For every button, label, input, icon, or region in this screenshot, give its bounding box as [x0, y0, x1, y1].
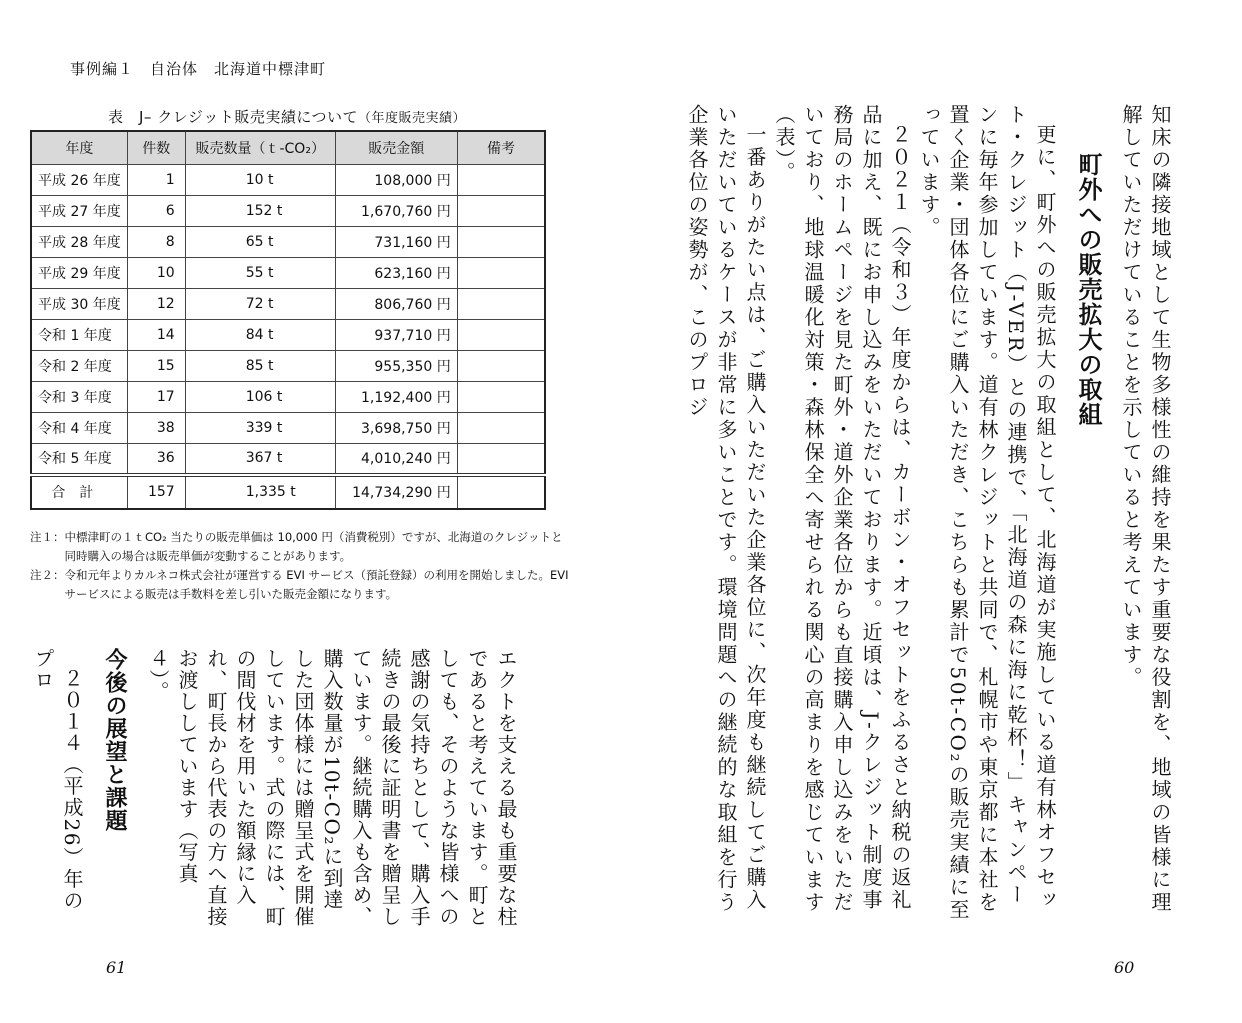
- header-count: 件数: [127, 131, 185, 165]
- body-paragraph: エクトを支える最も重要な柱であると考えています。町としても、そのような皆様への感謝の気持ちとして、購入手続きの最後に証明書を贈呈しています。継続購入も含め、購入数量が10t-CO₂に到達した団体様には贈呈式を開催しています。式の際には、町の間伐材を用いた額縁に入れ、町長から代表の方へ直接お渡ししています（写真４）。: [146, 648, 518, 928]
- cell-amount: 955,350 円: [335, 351, 457, 382]
- note-label: 注２：: [30, 568, 65, 582]
- cell-count: 1: [127, 165, 185, 196]
- cell-amount: 1,670,760 円: [335, 196, 457, 227]
- cell-amount: 731,160 円: [335, 227, 457, 258]
- cell-quantity: 84 t: [185, 320, 335, 351]
- table-row: [31, 258, 545, 289]
- cell-amount: 3,698,750 円: [335, 413, 457, 444]
- table-note: [30, 566, 570, 604]
- body-paragraph: 一番ありがたい点は、ご購入いただいた企業各位に、次年度も継続してご購入いただいているケースが非常に多いことです。環境問題への継続的な取組を行う企業各位の姿勢が、このプロジ: [685, 104, 767, 914]
- cell-remarks: [457, 382, 545, 413]
- body-paragraph: 知床の隣接地域として生物多様性の維持を果たす重要な役割を、地域の皆様に理解していただけていることを示していると考えています。: [1119, 104, 1172, 914]
- table-row: [31, 382, 545, 413]
- cell-quantity: 339 t: [185, 413, 335, 444]
- note-text: 令和元年よりカルネコ株式会社が運営する EVI サービス（預託登録）の利用を開始しました。EVI サービスによる販売は手数料を差し引いた販売金額になります。: [64, 568, 569, 601]
- left-page-body: [28, 648, 520, 930]
- cell-amount: 806,760 円: [335, 289, 457, 320]
- cell-count: 36: [127, 444, 185, 475]
- running-head: 事例編１ 自治体 北海道中標津町: [70, 60, 327, 78]
- total-quantity: 1,335 t: [185, 475, 335, 509]
- total-amount: 14,734,290 円: [335, 475, 457, 509]
- cell-year: 平成 30 年度: [31, 289, 127, 320]
- table-row: [31, 227, 545, 258]
- header-remarks: 備考: [457, 131, 545, 165]
- cell-quantity: 10 t: [185, 165, 335, 196]
- cell-quantity: 85 t: [185, 351, 335, 382]
- cell-amount: 4,010,240 円: [335, 444, 457, 475]
- table-row: [31, 351, 545, 382]
- header-year: 年度: [31, 131, 127, 165]
- header-amount: 販売金額: [335, 131, 457, 165]
- table-header-row: [31, 131, 545, 165]
- total-label: 合計: [31, 475, 127, 509]
- table-title-main: 表 J– クレジット販売実績について: [108, 108, 359, 126]
- cell-remarks: [457, 444, 545, 475]
- cell-quantity: 152 t: [185, 196, 335, 227]
- section-heading: 町外への販売拡大の取組: [1074, 152, 1102, 427]
- cell-quantity: 72 t: [185, 289, 335, 320]
- table-row: [31, 320, 545, 351]
- cell-year: 令和 3 年度: [31, 382, 127, 413]
- cell-remarks: [457, 227, 545, 258]
- total-count: 157: [127, 475, 185, 509]
- section-heading: 今後の展望と課題: [102, 648, 127, 832]
- cell-year: 令和 2 年度: [31, 351, 127, 382]
- cell-quantity: 367 t: [185, 444, 335, 475]
- cell-year: 令和 1 年度: [31, 320, 127, 351]
- sales-table: [30, 130, 546, 510]
- cell-remarks: [457, 258, 545, 289]
- cell-year: 平成 29 年度: [31, 258, 127, 289]
- table-row: [31, 196, 545, 227]
- cell-count: 14: [127, 320, 185, 351]
- cell-year: 平成 27 年度: [31, 196, 127, 227]
- header-quantity: 販売数量（ｔ-CO₂）: [185, 131, 335, 165]
- body-paragraph: 更に、町外への販売拡大の取組として、北海道が実施している道有林オフセット・クレジット（J-VER）との連携で、「北海道の森に海に乾杯！」キャンペーンに毎年参加しています。道有林クレジットと共同で、札幌市や東京都に本社を置く企業・団体各位にご購入いただき、こちらも累計で50t-CO₂の販売実績に至っています。: [917, 104, 1057, 922]
- cell-amount: 108,000 円: [335, 165, 457, 196]
- right-page-body: [682, 104, 1174, 924]
- page-number: 60: [1114, 958, 1135, 977]
- note-text: 中標津町の１ｔCO₂ 当たりの販売単価は 10,000 円（消費税別）ですが、北海道のクレジットと同時購入の場合は販売単価が変動することがあります。: [64, 530, 563, 563]
- cell-remarks: [457, 289, 545, 320]
- table-notes: [30, 528, 570, 604]
- table-row: [31, 165, 545, 196]
- cell-count: 38: [127, 413, 185, 444]
- note-label: 注１：: [30, 530, 65, 544]
- cell-year: 平成 28 年度: [31, 227, 127, 258]
- cell-quantity: 65 t: [185, 227, 335, 258]
- cell-amount: 1,192,400 円: [335, 382, 457, 413]
- cell-year: 令和 5 年度: [31, 444, 127, 475]
- table-row: [31, 444, 545, 475]
- cell-count: 17: [127, 382, 185, 413]
- cell-count: 12: [127, 289, 185, 320]
- cell-remarks: [457, 165, 545, 196]
- table-total-row: [31, 475, 545, 509]
- cell-count: 10: [127, 258, 185, 289]
- table-row: [31, 289, 545, 320]
- cell-remarks: [457, 413, 545, 444]
- body-paragraph: ２０２１（令和３）年度からは、カーボン・オフセットをふるさと納税の返礼品に加え、既にお申し込みをいただいております。近頃は、J-クレジット制度事務局のホームページを見た町外・道外企業各位からも直接購入申し込みをいただいており、地球温暖化対策・森林保全へ寄せられる関心の高まりを感じています（表）。: [772, 104, 912, 914]
- table-title-sub: （年度販売実績）: [358, 111, 467, 126]
- body-paragraph: ２０１４（平成26）年のプロ: [31, 648, 84, 912]
- cell-amount: 623,160 円: [335, 258, 457, 289]
- cell-count: 8: [127, 227, 185, 258]
- table-title: [108, 106, 466, 127]
- cell-remarks: [457, 196, 545, 227]
- cell-quantity: 55 t: [185, 258, 335, 289]
- cell-remarks: [457, 320, 545, 351]
- page-number: 61: [106, 958, 127, 977]
- total-remarks: [457, 475, 545, 509]
- cell-remarks: [457, 351, 545, 382]
- cell-count: 6: [127, 196, 185, 227]
- table-note: [30, 528, 570, 566]
- table-row: [31, 413, 545, 444]
- cell-count: 15: [127, 351, 185, 382]
- cell-quantity: 106 t: [185, 382, 335, 413]
- cell-amount: 937,710 円: [335, 320, 457, 351]
- cell-year: 令和 4 年度: [31, 413, 127, 444]
- cell-year: 平成 26 年度: [31, 165, 127, 196]
